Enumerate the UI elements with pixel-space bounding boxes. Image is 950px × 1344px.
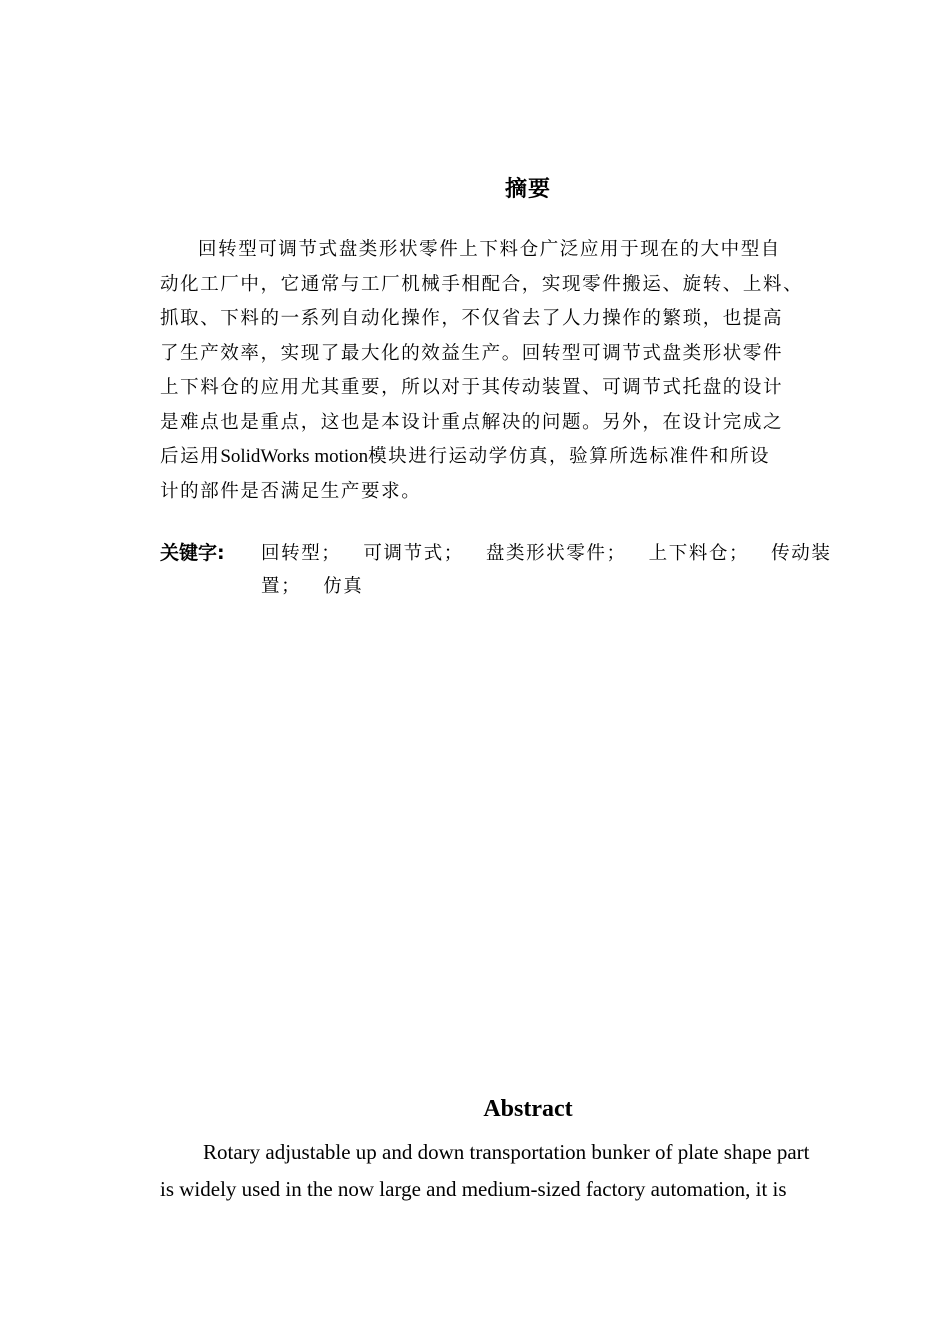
keyword-item: 传动装 xyxy=(771,543,832,564)
chinese-abstract-line: 回转型可调节式盘类形状零件上下料仓广泛应用于现在的大中型自 xyxy=(198,239,781,260)
chinese-abstract-line: 了生产效率，实现了最大化的效益生产。回转型可调节式盘类形状零件 xyxy=(160,342,784,364)
chinese-abstract-line: 计的部件是否满足生产要求。 xyxy=(160,480,422,502)
chinese-abstract-line: 是难点也是重点，这也是本设计重点解决的问题。另外，在设计完成之 xyxy=(160,411,784,433)
keyword-item: 上下料仓； xyxy=(648,543,750,564)
keyword-item: 可调节式； xyxy=(363,543,464,564)
keyword-item: 回转型； xyxy=(261,543,342,564)
keywords-line-2 xyxy=(261,570,363,603)
line-prefix: 后运用 xyxy=(160,446,221,467)
english-abstract-line: is widely used in the now large and medium-sized factory automation, it is xyxy=(160,1177,787,1201)
english-abstract-body xyxy=(160,1134,860,1208)
chinese-abstract-line xyxy=(160,440,860,475)
chinese-abstract-body xyxy=(160,233,860,509)
chinese-abstract-line: 上下料仓的应用尤其重要，所以对于其传动装置、可调节式托盘的设计 xyxy=(160,377,784,398)
chinese-abstract-title: 摘要 xyxy=(504,177,551,202)
line-suffix: 模块进行运动学仿真，验算所选标准件和所设 xyxy=(368,446,771,467)
keywords-label: 关键字: xyxy=(160,542,225,564)
keywords-line-1 xyxy=(261,537,831,570)
keyword-item: 盘类形状零件； xyxy=(485,543,627,564)
keyword-item: 置； xyxy=(261,576,302,597)
english-abstract-line: Rotary adjustable up and down transportation bunker of plate shape part xyxy=(203,1140,810,1164)
keyword-item: 仿真 xyxy=(323,576,364,597)
chinese-abstract-line: 抓取、下料的一系列自动化操作，不仅省去了人力操作的繁琐，也提高 xyxy=(160,308,784,329)
software-name: SolidWorks motion xyxy=(220,446,369,467)
chinese-abstract-line: 动化工厂中，它通常与工厂机械手相配合，实现零件搬运、旋转、上料、 xyxy=(160,273,804,295)
english-abstract-title: Abstract xyxy=(483,1096,573,1122)
